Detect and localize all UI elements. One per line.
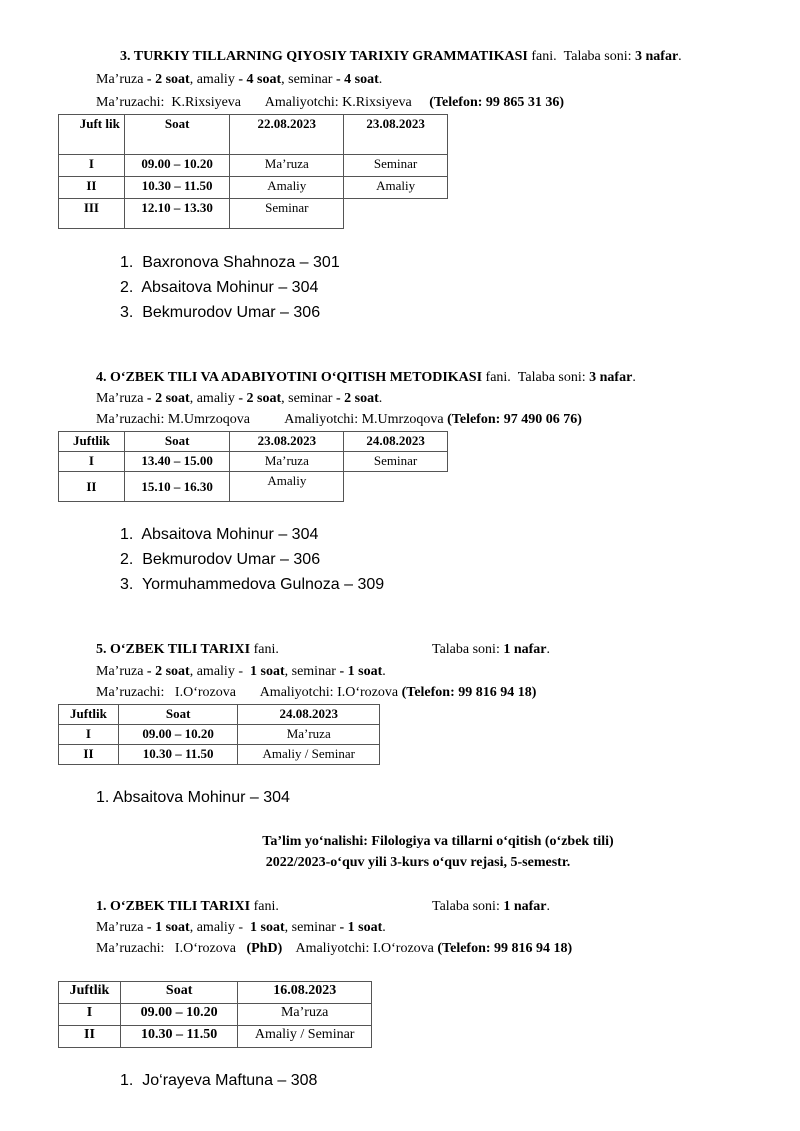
section-5-lecturer: I.O‘rozova xyxy=(174,685,236,700)
section-4-schedule-table xyxy=(58,431,448,502)
section-5-hours: Ma’ruza - 2 soat, amaliy - 1 soat, seminar - 1 soat. xyxy=(96,664,386,679)
section-4-phone: (Telefon: 97 490 06 76) xyxy=(447,412,582,427)
table-header-pair: Juft lik xyxy=(59,115,125,155)
section-3-lecturer: K.Rixsiyeva xyxy=(171,95,242,110)
section-5-practitioner: I.O‘rozova xyxy=(337,685,399,700)
section-4-staff: Ma’ruzachi: M.Umrzoqova Amaliyotchi: M.Umrzoqova (Telefon: 97 490 06 76) xyxy=(96,412,582,427)
list-item: 2. Bekmurodov Umar – 306 xyxy=(120,551,321,568)
section-6-lecturer: I.O‘rozova xyxy=(174,941,236,956)
section-5-student-list xyxy=(96,788,290,813)
section-6-title: 1. O‘ZBEK TILI TARIXI xyxy=(96,899,251,914)
section-4-student-list xyxy=(120,525,384,600)
section-6-hours: Ma’ruza - 1 soat, amaliy - 1 soat, seminar - 1 soat. xyxy=(96,920,386,935)
section-4-hours: Ma’ruza - 2 soat, amaliy - 2 soat, seminar - 2 soat. xyxy=(96,391,383,406)
section-5-schedule-table xyxy=(58,704,380,765)
table-header-date: 24.08.2023 xyxy=(344,432,448,452)
list-item: 3. Yormuhammedova Gulnoza – 309 xyxy=(120,576,385,593)
section-5-title: 5. O‘ZBEK TILI TARIXI xyxy=(96,642,251,657)
table-header-date: 23.08.2023 xyxy=(344,115,448,155)
section-5-student-count-line: Talaba soni: 1 nafar. xyxy=(432,642,551,657)
table-header-pair: Juftlik xyxy=(59,432,125,452)
section-4-heading: 4. O‘ZBEK TILI VA ADABIYOTINI O‘QITISH METODIKASI fani. Talaba soni: 3 nafar. xyxy=(96,370,636,385)
list-item: 2. Absaitova Mohinur – 304 xyxy=(120,279,319,296)
section-5-heading: 5. O‘ZBEK TILI TARIXI fani. xyxy=(96,642,279,657)
table-header-date: 16.08.2023 xyxy=(238,982,372,1004)
direction-subtitle: 2022/2023-o‘quv yili 3-kurs o‘quv rejasi, 5-semestr. xyxy=(265,855,571,870)
section-6-practitioner: I.O‘rozova xyxy=(372,941,434,956)
table-header-time: Soat xyxy=(124,115,230,155)
direction-title: Ta’lim yo‘nalishi: Filologiya va tillarni o‘qitish (o‘zbek tili) xyxy=(262,834,614,849)
section-3-phone: (Telefon: 99 865 31 36) xyxy=(429,95,565,110)
section-6-heading: 1. O‘ZBEK TILI TARIXI fani. xyxy=(96,899,279,914)
table-header-time: Soat xyxy=(118,705,238,725)
table-row: I 13.40 – 15.00 Ma’ruza Seminar xyxy=(59,452,448,472)
table-row: II 10.30 – 11.50 Amaliy / Seminar xyxy=(59,745,380,765)
list-item: 1. Jo‘rayeva Maftuna – 308 xyxy=(120,1072,318,1089)
section-5-student-count: 1 nafar xyxy=(503,642,547,657)
section-3-schedule-table xyxy=(58,114,448,229)
section-3-staff: Ma’ruzachi: K.Rixsiyeva Amaliyotchi: K.Rixsiyeva (Telefon: 99 865 31 36) xyxy=(96,95,565,110)
section-5-staff: Ma’ruzachi: I.O‘rozova Amaliyotchi: I.O‘rozova (Telefon: 99 816 94 18) xyxy=(96,685,537,700)
list-item: 1. Absaitova Mohinur – 304 xyxy=(120,526,319,543)
table-row: I 09.00 – 10.20 Ma’ruza Seminar xyxy=(59,155,448,177)
section-4-practitioner: M.Umrzoqova xyxy=(361,412,444,427)
table-header-time: Soat xyxy=(124,432,230,452)
section-4-title: 4. O‘ZBEK TILI VA ADABIYOTINI O‘QITISH METODIKASI xyxy=(96,370,483,385)
table-row: II 10.30 – 11.50 Amaliy Amaliy xyxy=(59,177,448,199)
section-6-phone: (Telefon: 99 816 94 18) xyxy=(437,941,573,956)
section-5-phone: (Telefon: 99 816 94 18) xyxy=(401,685,537,700)
section-3-title: 3. TURKIY TILLARNING QIYOSIY TARIXIY GRAMMATIKASI xyxy=(120,49,528,64)
table-header-pair: Juftlik xyxy=(59,982,121,1004)
section-4-lecturer: M.Umrzoqova xyxy=(167,412,250,427)
section-3-hours: Ma’ruza - 2 soat, amaliy - 4 soat, seminar - 4 soat. xyxy=(96,72,383,87)
table-row: I 09.00 – 10.20 Ma’ruza xyxy=(59,725,380,745)
section-6-student-list xyxy=(120,1071,317,1096)
table-header-time: Soat xyxy=(120,982,237,1004)
table-row: II 15.10 – 16.30 Amaliy xyxy=(59,472,448,502)
table-row: III 12.10 – 13.30 Seminar xyxy=(59,199,448,229)
table-row: I 09.00 – 10.20 Ma’ruza xyxy=(59,1004,372,1026)
section-6-student-count: 1 nafar xyxy=(503,899,547,914)
list-item: 3. Bekmurodov Umar – 306 xyxy=(120,304,321,321)
table-header-pair: Juftlik xyxy=(59,705,119,725)
table-header-date: 23.08.2023 xyxy=(230,432,344,452)
section-3-student-list xyxy=(120,253,340,328)
section-3-student-count: 3 nafar xyxy=(635,49,679,64)
section-3-practitioner: K.Rixsiyeva xyxy=(342,95,412,110)
section-6-degree: (PhD) xyxy=(246,941,283,956)
section-6-student-count-line: Talaba soni: 1 nafar. xyxy=(432,899,551,914)
table-header-date: 24.08.2023 xyxy=(238,705,380,725)
table-row: II 10.30 – 11.50 Amaliy / Seminar xyxy=(59,1026,372,1048)
table-header-date: 22.08.2023 xyxy=(230,115,344,155)
section-4-student-count: 3 nafar xyxy=(589,370,633,385)
section-6-schedule-table xyxy=(58,981,372,1048)
section-3-heading: 3. TURKIY TILLARNING QIYOSIY TARIXIY GRAMMATIKASI fani. Talaba soni: 3 nafar. xyxy=(120,49,682,64)
list-item: 1. Absaitova Mohinur – 304 xyxy=(96,789,290,806)
list-item: 1. Baxronova Shahnoza – 301 xyxy=(120,254,340,271)
section-6-staff: Ma’ruzachi: I.O‘rozova (PhD) Amaliyotchi: I.O‘rozova (Telefon: 99 816 94 18) xyxy=(96,941,573,956)
